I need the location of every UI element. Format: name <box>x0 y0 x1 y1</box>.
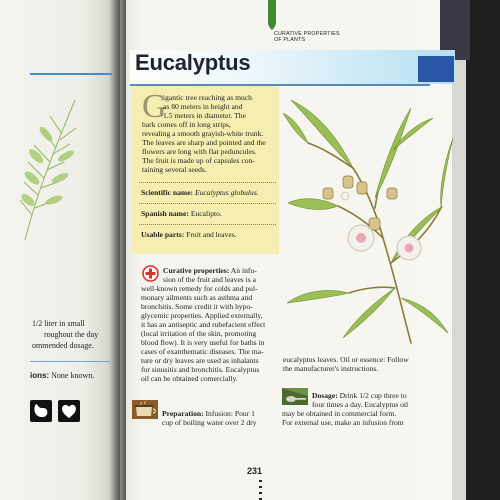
left-page-plant-illustration <box>20 90 80 250</box>
section-tab-icon <box>266 0 278 30</box>
dosage-text: Drink 1/2 cup three to <box>339 391 407 400</box>
intro-line: taining several seeds. <box>142 165 207 174</box>
facts-divider <box>139 224 276 225</box>
curative-line: glycemic properties. Applied externally, <box>141 311 263 320</box>
oil-instructions-line: eucalyptus leaves. Oil or essence: Follow <box>283 355 409 364</box>
left-page-precautions <box>30 371 94 381</box>
scientific-name <box>141 188 259 197</box>
spanish-name-label: Spanish name: <box>141 209 189 218</box>
intro-line: The leaves are sharp and pointed and the <box>142 138 266 147</box>
preparation-label: Preparation: <box>162 409 204 418</box>
facts-divider <box>139 182 276 183</box>
dosage-spoon-icon <box>282 388 308 405</box>
curative-line: sion of the fruit and leaves is a <box>163 275 256 284</box>
spanish-name-value: Eucalipto. <box>190 209 222 218</box>
curative-line: bronchitis. Some credit it with hypo- <box>141 302 253 311</box>
book-cover-edge <box>466 0 500 500</box>
oil-instructions-line: the manufacturer's instructions. <box>283 364 379 373</box>
eucalyptus-illustration <box>283 88 455 348</box>
curative-line: blood flow). It is very useful for baths in <box>141 338 265 347</box>
curative-line: it has an antiseptic and rubefacient effect <box>141 320 266 329</box>
title-color-block <box>418 56 454 82</box>
running-header-line1: CURATIVE PROPERTIES <box>274 31 340 37</box>
left-page-dose-text: roughout the day <box>44 330 99 339</box>
curative-line: ture or dry leaves are used as inhalants <box>141 356 259 365</box>
precautions-value: None known. <box>51 371 95 380</box>
page-number: 231 <box>247 466 263 476</box>
curative-line: monary ailments such as asthma and <box>141 293 253 302</box>
intro-line: igantic tree reaching as much <box>163 93 252 102</box>
intro-line: The fruit is made up of capsules con- <box>142 156 255 165</box>
book-gutter-shadow <box>108 0 126 500</box>
scientific-name-value: Eucalyptus globulus. <box>195 188 259 197</box>
curative-line: for sinusitis and bronchitis. Eucalyptus <box>141 365 260 374</box>
intro-line: 1.5 meters in diameter. The <box>163 111 246 120</box>
drop-cap: G <box>142 88 167 125</box>
page-dots-decoration <box>259 480 262 500</box>
intro-line: flowers are long with flat peduncules. <box>142 147 257 156</box>
left-page-rule <box>30 73 112 75</box>
running-header <box>274 31 340 43</box>
running-header-line2: OF PLANTS <box>274 37 306 43</box>
page-title: Eucalyptus <box>135 50 251 75</box>
left-page-divider <box>30 361 110 362</box>
dosage-line: For external use, make an infusion from <box>282 418 404 427</box>
heart-icon <box>58 400 80 422</box>
dosage-line: four times a day. Eucalyptus oil <box>312 400 409 409</box>
left-page-dose-text: ommended dosage. <box>32 341 94 350</box>
intro-line: as 80 meters in height and <box>163 102 243 111</box>
dosage-line: may be obtained in commercial form. <box>282 409 397 418</box>
scientific-name-label: Scientific name: <box>141 188 194 197</box>
intro-line: bark comes off in long strips, <box>142 120 231 129</box>
curative-line: well-known remedy for colds and pul- <box>141 284 258 293</box>
left-page-dose-text: 1/2 liter in small <box>32 319 85 328</box>
intro-line: revealing a smooth grayish-white trunk. <box>142 129 264 138</box>
preparation-pot-icon <box>132 400 158 419</box>
curative-line: oil can be obtained comercially. <box>141 374 238 383</box>
curative-line: (local irritation of the skin, promoting <box>141 329 257 338</box>
curative-line: cases of exanthematic diseases. The ma- <box>141 347 264 356</box>
spanish-name <box>141 209 222 218</box>
usable-parts <box>141 230 237 239</box>
usable-parts-value: Fruit and leaves. <box>186 230 237 239</box>
preparation-text: Infusion: Pour 1 <box>205 409 255 418</box>
preparation-line: cup of boiling water over 2 dry <box>162 418 257 427</box>
curative-text: An infu- <box>230 266 257 275</box>
precautions-label: ions: <box>30 371 50 380</box>
dosage-label: Dosage: <box>312 391 338 400</box>
left-page <box>0 0 120 500</box>
curative-cross-icon <box>142 265 159 282</box>
usable-parts-label: Usable parts: <box>141 230 185 239</box>
facts-divider <box>139 203 276 204</box>
stomach-icon <box>30 400 52 422</box>
left-page-icon-group <box>30 400 100 424</box>
curative-label: Curative properties: <box>163 266 230 275</box>
